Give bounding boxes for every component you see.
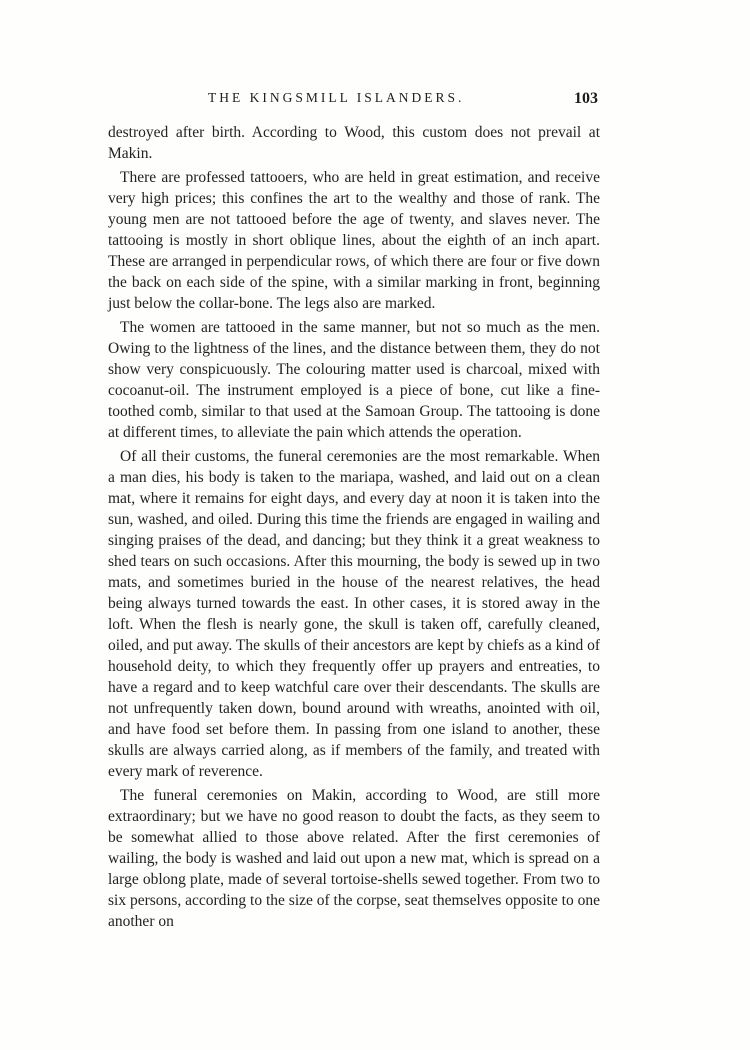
paragraph-makin-funerals: The funeral ceremonies on Makin, according to Wood, are still more extraordinary; but we have no good reason to doubt the facts, as they seem to be somewhat allied to those above related. After the first ceremonies of wailing, the body is washed and laid out upon a new mat, which is spread on a large oblong plate, made of several tortoise-shells sewed together. From two to six persons, according to the size of the corpse, seat themselves opposite to one another on: [108, 787, 600, 930]
page-number: 103: [574, 90, 598, 107]
paragraph-continued: destroyed after birth. According to Wood, this custom does not prevail at Makin.: [108, 124, 600, 162]
paragraph-tattooers: There are professed tattooers, who are held in great estimation, and receive very high prices; this confines the art to the wealthy and those of rank. The young men are not tattooed before the age of twenty, and slaves never. The tattooing is mostly in short oblique lines, about the eighth of an inch apart. These are arranged in perpendicular rows, of which there are four or five down the back on each side of the spine, with a similar marking in front, beginning just below the collar-bone. The legs also are marked.: [108, 169, 600, 312]
page-header: [108, 90, 598, 114]
running-title: THE KINGSMILL ISLANDERS.: [208, 90, 465, 105]
body-text: [108, 122, 600, 935]
paragraph-funeral-ceremonies: Of all their customs, the funeral ceremonies are the most remarkable. When a man dies, his body is taken to the mariapa, washed, and laid out on a clean mat, where it remains for eight days, and every day at noon it is taken into the sun, washed, and oiled. During this time the friends are engaged in wailing and singing praises of the dead, and dancing; but they think it a great weakness to shed tears on such occasions. After this mourning, the body is sewed up in two mats, and sometimes buried in the house of the nearest relatives, the head being always turned towards the east. In other cases, it is stored away in the loft. When the flesh is nearly gone, the skull is taken off, carefully cleaned, oiled, and put away. The skulls of their ancestors are kept by chiefs as a kind of household deity, to which they frequently offer up prayers and entreaties, to have a regard and to keep watchful care over their descendants. The skulls are not unfrequently taken down, bound around with wreaths, anointed with oil, and have food set before them. In passing from one island to another, these skulls are always carried along, as if members of the family, and treated with every mark of reverence.: [108, 448, 600, 780]
paragraph-women-tattooing: The women are tattooed in the same manner, but not so much as the men. Owing to the lightness of the lines, and the distance between them, they do not show very conspicuously. The colouring matter used is charcoal, mixed with cocoanut-oil. The instrument employed is a piece of bone, cut like a fine-toothed comb, similar to that used at the Samoan Group. The tattooing is done at different times, to alleviate the pain which attends the operation.: [108, 319, 600, 441]
